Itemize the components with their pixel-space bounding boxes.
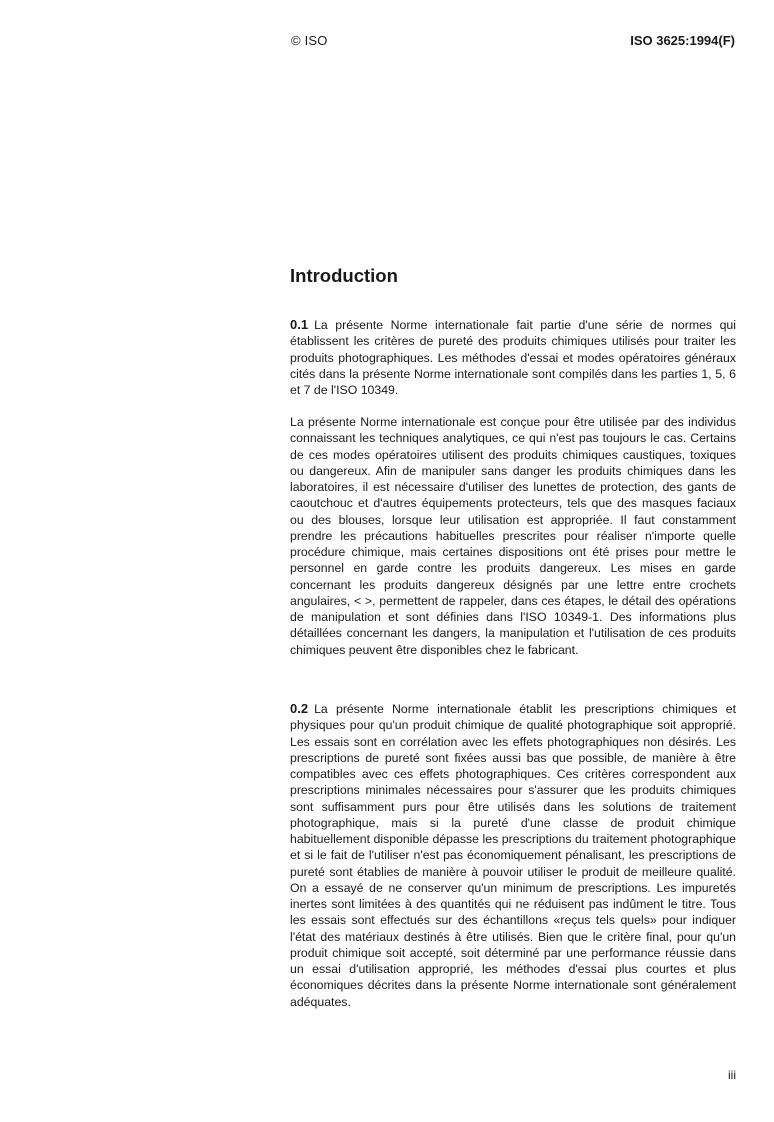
- paragraph-safety: [290, 414, 736, 658]
- paragraph-0-1: [290, 317, 736, 398]
- page-number: iii: [728, 1068, 736, 1082]
- paragraph-0-2: [290, 701, 736, 1010]
- section-title: Introduction: [290, 265, 398, 286]
- paragraph-text: La présente Norme internationale fait partie d'une série de normes qui établissent les critères de pureté des produits chimiques utilisés pour traiter les produits photographiques. Les méthodes d'essai et modes opératoires généraux cités dans la présente Norme internationale sont compilés dans les parties 1, 5, 6 et 7 de l'ISO 10349.: [290, 318, 736, 397]
- paragraph-text: La présente Norme internationale est conçue pour être utilisée par des individus connaissant les techniques analytiques, ce qui n'est pas toujours le cas. Certains de ces modes opératoires utilisent des produits chimiques caustiques, toxiques ou dangereux. Afin de manipuler sans danger les produits chimiques dans les laboratoires, il est nécessaire d'utiliser des lunettes de protection, des gants de caoutchouc et d'autres équipements protecteurs, tels que des masques faciaux ou des blouses, lorsque leur utilisation est appropriée. Il faut constamment prendre les précautions habituelles prescrites pour réaliser n'importe quelle procédure chimique, mais certaines dispositions ont été prises pour mettre le personnel en garde contre les produits dangereux. Les mises en garde concernant les produits dangereux désignés par une lettre entre crochets angulaires, < >, permettent de rappeler, dans ces étapes, le détail des opérations de manipulation et sont définies dans l'ISO 10349-1. Des informations plus détaillées concernant les dangers, la manipulation et l'utilisation de ces produits chimiques peuvent être disponibles chez le fabricant.: [290, 415, 736, 657]
- paragraph-text: La présente Norme internationale établit les prescriptions chimiques et physiques pour qu'un produit chimique de qualité photographique soit approprié. Les essais sont en corrélation avec les effets photographiques non désirés. Les prescriptions de pureté sont fixées aussi bas que possible, de manière à être compatibles avec ces effets photographiques. Ces critères correspondent aux prescriptions minimales nécessaires pour s'assurer que les produits chimiques sont suffisamment purs pour être utilisés dans les solutions de traitement photographique, mais si la pureté d'une classe de produit chimique habituellement disponible dépasse les prescriptions du traitement photographique et si le fait de l'utiliser n'est pas économiquement pénalisant, les prescriptions de pureté sont établies de manière à pouvoir utiliser le produit de meilleure qualité. On a essayé de ne conserver qu'un minimum de prescriptions. Les impuretés inertes sont limitées à des quantités qui ne réduisent pas indûment le titre. Tous les essais sont effectués sur des échantillons «reçus tels quels» pour indiquer l'état des matériaux destinés à être utilisés. Bien que le critère final, pour qu'un produit chimique soit accepté, soit déterminé par une performance réussie dans un essai d'utilisation approprié, les méthodes d'essai plus courtes et plus économiques décrites dans la présente Norme internationale sont généralement adéquates.: [290, 702, 736, 1009]
- clause-number: 0.1: [290, 317, 309, 332]
- header-copyright: © ISO: [291, 33, 328, 48]
- header-standard-number: ISO 3625:1994(F): [630, 33, 735, 48]
- clause-number: 0.2: [290, 701, 309, 716]
